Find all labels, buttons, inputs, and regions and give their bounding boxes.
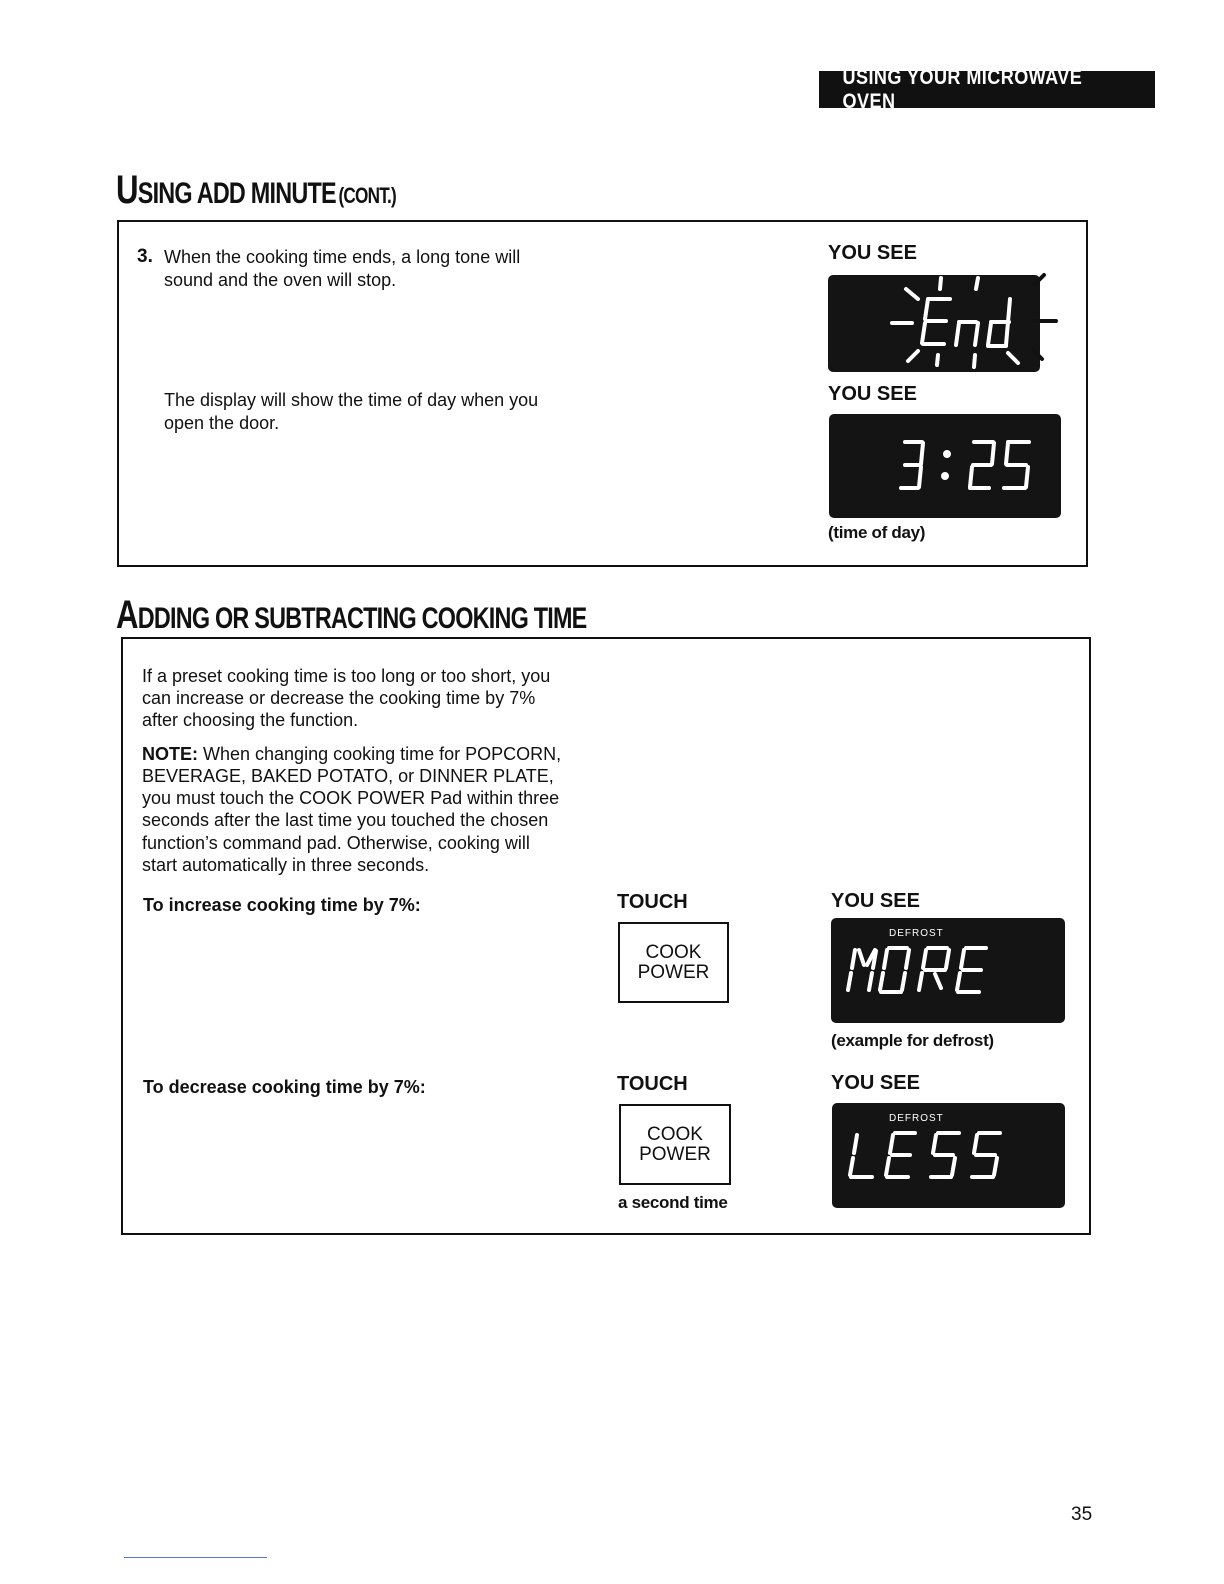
you-see-label-3: YOU SEE (831, 890, 920, 912)
pad-line-2: POWER (637, 961, 710, 983)
section-title-add-minute (116, 168, 396, 213)
display-less (832, 1103, 1065, 1208)
you-see-label-2: YOU SEE (828, 383, 917, 405)
time-display-graphic (829, 414, 1061, 518)
pad-line-1: COOK (645, 941, 702, 963)
example-for-defrost-caption: (example for defrost) (831, 1031, 994, 1050)
touch-label-1: TOUCH (617, 891, 688, 913)
title-initial: U (116, 168, 138, 212)
cook-power-pad-decrease[interactable] (619, 1104, 731, 1185)
pad2-line-2: POWER (639, 1143, 711, 1165)
title-rest: SING ADD MINUTE (137, 177, 336, 210)
note-line-6: start automatically in three seconds. (142, 855, 430, 875)
end-display-rays-outside (1032, 269, 1062, 379)
step-number: 3. (137, 246, 153, 267)
title-cont: (CONT.) (338, 183, 396, 208)
intro-line-1: If a preset cooking time is too long or too short, you (142, 666, 551, 686)
pad2-line-1: COOK (647, 1123, 703, 1145)
door-line-2: open the door. (164, 413, 280, 433)
page-number: 35 (1071, 1504, 1093, 1525)
second-time-caption: a second time (618, 1193, 728, 1212)
note-line-1-text: When changing cooking time for POPCORN, (198, 744, 562, 764)
you-see-label-4: YOU SEE (831, 1072, 920, 1094)
display-time-of-day (829, 414, 1061, 518)
more-display-graphic (831, 918, 1065, 1023)
title2-initial: A (116, 593, 138, 637)
note-line-5: function’s command pad. Otherwise, cooking will (142, 833, 530, 853)
note-label: NOTE: (142, 744, 198, 764)
note-line-1 (142, 743, 561, 766)
section-title-adding-subtracting (116, 593, 587, 638)
increase-label: To increase cooking time by 7%: (143, 895, 421, 915)
end-display-graphic (828, 275, 1040, 372)
defrost-indicator-2: DEFROST (889, 1113, 944, 1124)
display-more (831, 918, 1065, 1023)
cook-power-pad-increase[interactable] (618, 922, 729, 1003)
note-line-4: seconds after the last time you touched the chosen (142, 810, 549, 830)
section-header-bar (819, 65, 1155, 113)
intro-line-2: can increase or decrease the cooking time by 7% (142, 688, 536, 708)
note-line-3: you must touch the COOK POWER Pad within three (142, 788, 560, 808)
note-line-2: BEVERAGE, BAKED POTATO, or DINNER PLATE, (142, 766, 554, 786)
footer-rule (124, 1557, 267, 1558)
display-end (828, 275, 1040, 372)
step-line-1: When the cooking time ends, a long tone will (164, 247, 521, 267)
intro-line-3: after choosing the function. (142, 710, 359, 730)
step-line-2: sound and the oven will stop. (164, 270, 397, 290)
touch-label-2: TOUCH (617, 1073, 688, 1095)
title2-rest: DDING OR SUBTRACTING COOKING TIME (137, 602, 587, 635)
time-of-day-caption: (time of day) (828, 523, 926, 542)
defrost-indicator-1: DEFROST (889, 928, 944, 939)
decrease-label: To decrease cooking time by 7%: (143, 1077, 426, 1097)
less-display-graphic (832, 1103, 1065, 1208)
you-see-label-1: YOU SEE (828, 242, 917, 264)
door-line-1: The display will show the time of day when you (164, 390, 539, 410)
section-header-label: USING YOUR MICROWAVE OVEN (842, 65, 1083, 113)
